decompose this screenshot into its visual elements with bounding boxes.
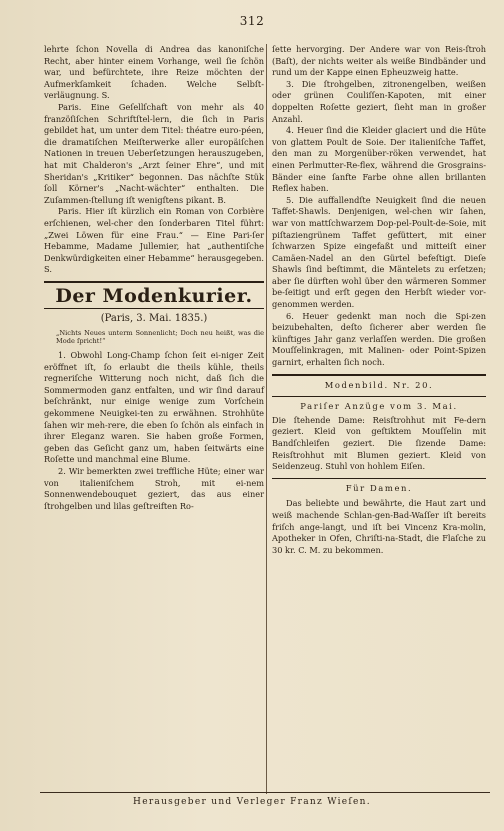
fashion-item: 3. Die ſtrohgelben, zitronengelben, weißen oder grünen Couliſſen-Kapoten, mit einer doppelten Roſette geziert, ſieht man in großer Anzahl. — [272, 78, 486, 124]
advertisement-text: Das beliebte und bewährte, die Haut zart und weiß machende Schlan-gen-Bad-Waſſer iſt bereits friſch ange-langt, und iſt bei Vincenz Kra-molin, Apotheker in Ofen, Chriſti-na-Stadt, die Flaſche zu 30 kr. C. M. zu bekommen. — [272, 498, 486, 555]
fashion-item: 6. Heuer gedenkt man noch die Spi-zen beizubehalten, deſto ſicherer aber werden ſie künftiges Jahr ganz verlaſſen werden. Die großen Mouſſelinkragen, mit Malinen- oder Point-Spizen garnirt, erhalten ſich noch. — [272, 310, 486, 368]
ladies-heading: Für Damen. — [345, 482, 413, 493]
masthead-underline — [44, 308, 264, 309]
section-masthead: Der Modenkurier. — [55, 284, 253, 307]
article-paragraph: lehrte ſchon Novella di Andrea das kanoniſche Recht, aber hinter einem Vorhange, weil ſie ſchön war, und befürchtete, ihre Reize möchten der Aufmerkſamkeit ſchaden. Welche Selbſt-verläugnung. S. — [44, 44, 264, 101]
motto: „Nichts Neues unterm Sonnenlicht; Doch neu heißt, was die Mode ſpricht!“ — [56, 329, 264, 346]
left-column — [44, 44, 264, 512]
article-paragraph: Paris. Hier iſt kürzlich ein Roman von Corbière erſchienen, wel-cher den ſonderbaren Titel führt: „Zwei Löwen für eine Frau.“ — Eine Pari-ſer Hebamme, Madame Jullemier, hat „authentiſche Denkwürdigkeiten einer Hebamme“ herausgegeben. S. — [44, 206, 264, 275]
page-number: 312 — [239, 14, 265, 28]
modenbild-text: Die ſtehende Dame: Reisſtrohhut mit Fe-dern geziert. Kleid von geſtiktem Mouſſelin mit Bandſchleifen geziert. Die ſizende Dame: Reisſtrohhut mit Blumen geziert. Kleid von Seidenzeug. Stuhl von hohlem Eiſen. — [272, 414, 486, 472]
dateline: (Paris, 3. Mai. 1835.) — [100, 313, 208, 325]
modenbild-subheading: Pariſer Anzüge vom 3. Mai. — [300, 401, 458, 412]
article-paragraph: Paris. Eine Geſellſchaft von mehr als 40 franzöſiſchen Schriftſtel-lern, die ſich in Paris gebildet hat, um unter dem Titel: théatre euro-péen, die dramatiſchen Meiſterwerke aller europäiſchen Nationen in treuen Ueberſetzungen herauszugeben, hat mit Chalderon's „Arzt ſeiner Ehre“, und mit Sheridan's „Kritiker“ begonnen. Das nächſte Stük ſoll Körner's „Nacht-wächter“ enthalten. Die Zuſammen-ſtellung iſt wenigſtens pikant. B. — [44, 101, 264, 205]
fashion-item: 2. Wir bemerkten zwei treffliche Hüte; einer war von italieniſchem Stroh, mit ei-nem Sonnenwendebouquet geziert, das aus einer ſtrohgelben und lilas geſtreiften Ro- — [44, 466, 264, 511]
fashion-item: 5. Die auffallendſte Neuigkeit ſind die neuen Taffet-Shawls. Denjenigen, wel-chen wir ſahen, war von mattſchwarzem Dop-pel-Poult-de-Soie, mit piſtaziengrünem Taffet gefüttert, mit einer ſchwarzen Spize eingefaßt und mitteiſt einer Camäen-Nadel an den Gürtel befeſtigt. Dieſe Shawls ſind beſtimmt, die Mäntelets zu erſetzen; aber ſie dürften wohl über den wärmeren Sommer be-ſeitigt und erſt gegen den Herbſt wieder vor-genommen werden. — [272, 194, 486, 310]
section-divider — [44, 281, 264, 283]
fashion-item: ſette hervorging. Der Andere war von Reis-ſtroh (Baſt), der nichts weiter als weiße Bindbänder und rund um der Kappe einen Epheuzweig hatte. — [272, 44, 486, 78]
heading-underline — [272, 396, 486, 397]
fashion-item: 4. Heuer ſind die Kleider glaciert und die Hüte von glattem Poult de Soie. Der italieniſche Taffet, den man zu Morgenüber-röken verwendet, hat einen Perlmutter-Re-flex, während die Grosgrains-Bänder eine ſanfte Farbe ohne allen brillanten Reflex haben. — [272, 125, 486, 194]
right-column — [272, 44, 486, 556]
section-divider — [272, 478, 486, 479]
imprint: Herausgeber und Verleger Franz Wieſen. — [133, 797, 371, 807]
section-divider — [272, 374, 486, 376]
fashion-item: 1. Obwohl Long-Champ ſchon ſeit ei-niger Zeit eröffnet iſt, ſo erlaubt die theils kühle, theils regneriſche Witterung noch nicht, daß ſich die Sommermoden ganz entfalten, und wir ſind darauf beſchränkt, nur einige wenige zum Vorſchein gekommene Neuigkei-ten zu erwähnen. Strohhüte ſahen wir meh-rere, die eben ſo ſchön als einfach in ihrer Eleganz waren. Sie haben große Formen, geben das Geſicht ganz um, haben ſeitwärts eine Roſette und manchmal eine Blume. — [44, 350, 264, 465]
footer-rule — [40, 792, 490, 793]
column-rule — [266, 44, 267, 794]
modenbild-heading: Modenbild. Nr. 20. — [324, 379, 434, 390]
